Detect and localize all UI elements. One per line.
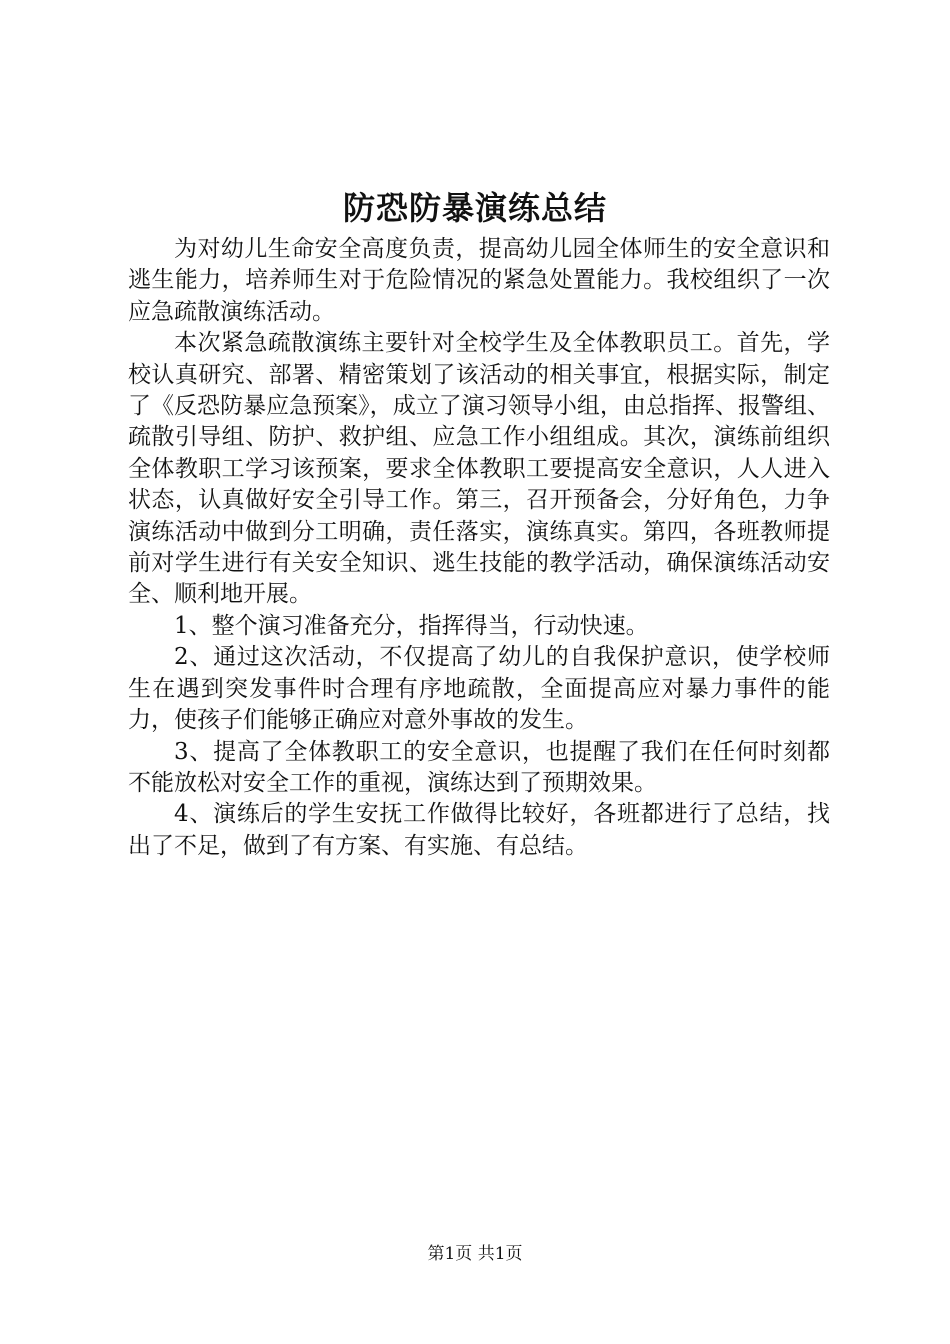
document-title: 防恐防暴演练总结 — [342, 189, 607, 227]
document-body — [128, 234, 830, 862]
body-paragraph-point-1: 1、整个演习准备充分，指挥得当，行动快速。 — [174, 612, 649, 639]
body-paragraph-process: 本次紧急疏散演练主要针对全校学生及全体教职员工。首先，学校认真研究、部署、精密策划了该活动的相关事宜，根据实际，制定了《反恐防暴应急预案》，成立了演习领导小组，由总指挥、报警组、疏散引导组、防护、救护组、应急工作小组组成。其次，演练前组织全体教职工学习该预案，要求全体教职工要提高安全意识，人人进入状态，认真做好安全引导工作。第三，召开预备会，分好角色，力争演练活动中做到分工明确，责任落实，演练真实。第四，各班教师提前对学生进行有关安全知识、逃生技能的教学活动，确保演练活动安全、顺利地开展。 — [128, 330, 830, 608]
page-number-footer: 第1页 共1页 — [427, 1244, 523, 1264]
body-paragraph-intro: 为对幼儿生命安全高度负责，提高幼儿园全体师生的安全意识和逃生能力，培养师生对于危险情况的紧急处置能力。我校组织了一次应急疏散演练活动。 — [128, 236, 830, 325]
body-paragraph-point-3: 3、提高了全体教职工的安全意识，也提醒了我们在任何时刻都不能放松对安全工作的重视，演练达到了预期效果。 — [128, 738, 830, 796]
body-paragraph-point-4: 4、演练后的学生安抚工作做得比较好，各班都进行了总结，找出了不足，做到了有方案、有实施、有总结。 — [128, 801, 830, 859]
body-paragraph-point-2: 2、通过这次活动，不仅提高了幼儿的自我保护意识，使学校师生在遇到突发事件时合理有序地疏散，全面提高应对暴力事件的能力，使孩子们能够正确应对意外事故的发生。 — [128, 644, 830, 734]
